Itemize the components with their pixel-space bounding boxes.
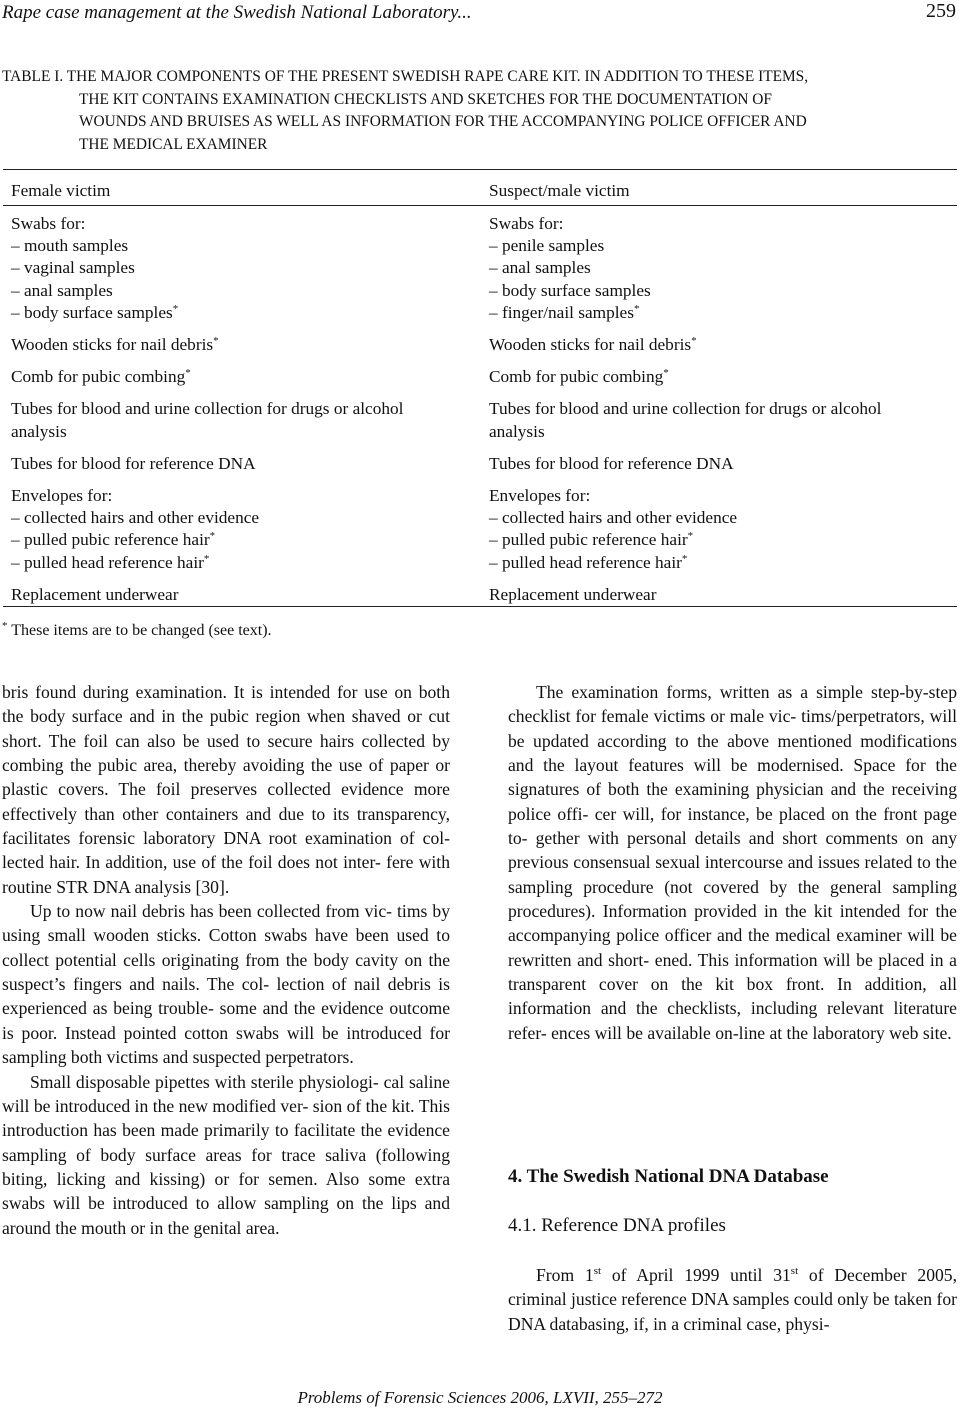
footnote-star: *	[213, 335, 219, 348]
running-header: Rape case management at the Swedish National Laboratory...	[2, 2, 472, 23]
section-heading: 4. The Swedish National DNA Database	[508, 1166, 829, 1187]
list-item	[11, 552, 481, 574]
list-item: Replacement underwear	[11, 584, 179, 604]
swabs-label: Swabs for:	[11, 214, 86, 233]
table-footnote	[2, 622, 272, 640]
body-left-column	[2, 680, 450, 1240]
list-item: – collected hairs and other evidence	[11, 507, 481, 529]
text: of April 1999 until 31	[601, 1265, 791, 1285]
item-text: Comb for pubic combing	[489, 367, 664, 387]
caption-line-1: TABLE I. THE MAJOR COMPONENTS OF THE PRESENT SWEDISH RAPE CARE KIT. IN ADDITION TO THESE ITEMS,	[2, 68, 809, 85]
table-bottom-rule	[3, 606, 957, 607]
page-footer: Problems of Forensic Sciences 2006, LXVII, 255–272	[297, 1388, 663, 1407]
list-item: – penile samples	[489, 235, 955, 257]
envelopes-label: Envelopes for:	[489, 486, 591, 506]
list-item	[11, 302, 481, 324]
item-text: pulled head reference hair	[501, 552, 682, 572]
list-item: – mouth samples	[11, 235, 481, 257]
list-item: Tubes for blood for reference DNA	[489, 453, 734, 473]
list-item: – vaginal samples	[11, 257, 481, 279]
footnote-star: *	[2, 620, 8, 632]
ordinal-sup: st	[593, 1265, 602, 1277]
list-item: – body surface samples	[489, 280, 955, 302]
caption-line-2: THE KIT CONTAINS EXAMINATION CHECKLISTS AND SKETCHES FOR THE DOCUMENTATION OF	[79, 90, 772, 108]
footnote-star: *	[172, 302, 179, 315]
list-item: Tubes for blood and urine collection for drugs or alcohol	[489, 399, 882, 419]
footnote-star: *	[209, 530, 216, 543]
female-victim-column	[11, 213, 481, 606]
item-text: pulled pubic reference hair	[23, 530, 210, 550]
list-item	[489, 529, 955, 551]
paragraph: Up to now nail debris has been collected from vic- tims by using small wooden sticks. Cotton swabs have been used to collect potential cells originating from the body cavity on the suspect’s fingers and nails. The col- lection of nail debris is experienced as being trouble- some and the evidence outcome is poor. Instead pointed cotton swabs will be introduced for sampling both victims and suspected perpetrators.	[2, 901, 450, 1068]
list-item	[11, 334, 481, 356]
list-item	[489, 302, 955, 324]
paragraph: Small disposable pipettes with sterile physiologi- cal saline will be introduced in the new modified ver- sion of the kit. This introduction has been made primarily to facilitate the evidence sampling of body surface areas for trace saliva (following biting, licking and kissing) or for semen. Also some extra swabs will be introduced to allow sampling on the lips and around the mouth or in the genital area.	[2, 1071, 450, 1238]
list-item	[11, 366, 481, 388]
ordinal-sup: st	[790, 1265, 799, 1277]
list-item: analysis	[489, 421, 545, 441]
list-item: analysis	[11, 421, 67, 441]
paragraph	[508, 1263, 957, 1336]
item-text: pulled head reference hair	[23, 552, 204, 572]
item-text: Wooden sticks for nail debris	[11, 335, 214, 355]
suspect-header: Suspect/male victim	[489, 181, 630, 200]
item-text: pulled pubic reference hair	[501, 530, 688, 550]
list-item	[489, 366, 955, 388]
paragraph: bris found during examination. It is intended for use on both the body surface and in the pubic region when shaved or cut short. The foil can also be used to secure hairs collected by combing the pubic area, thereby avoiding the use of paper or plastic covers. The foil preserves collected evidence more effectively than other containers and due to its transparency, facilitates forensic laboratory DNA root examination of col- lected hair. In addition, use of the foil does not inter- fere with routine STR DNA analysis [30].	[2, 682, 450, 897]
item-text: body surface samples	[23, 302, 173, 322]
swabs-label: Swabs for:	[489, 214, 564, 233]
item-text: finger/nail samples	[501, 302, 634, 322]
list-item	[11, 529, 481, 551]
text: of December 2005, criminal justice reference DNA samples could only be taken for DNA databasing, if, in a criminal case, physi-	[508, 1265, 957, 1334]
footnote-star: *	[633, 302, 640, 315]
footnote-star: *	[185, 367, 191, 380]
list-item: Tubes for blood and urine collection for drugs or alcohol	[11, 399, 404, 419]
footnote-star: *	[203, 552, 210, 565]
list-item	[489, 552, 955, 574]
list-item: – anal samples	[489, 257, 955, 279]
list-item: Tubes for blood for reference DNA	[11, 453, 256, 473]
footnote-text: These items are to be changed (see text).	[11, 622, 272, 639]
text: From 1	[536, 1265, 594, 1285]
subsection-heading: 4.1. Reference DNA profiles	[508, 1215, 726, 1236]
footnote-star: *	[691, 335, 697, 348]
table-caption	[2, 66, 952, 156]
list-item: – anal samples	[11, 280, 481, 302]
footnote-star: *	[663, 367, 669, 380]
page-number: 259	[926, 0, 956, 22]
paragraph: The examination forms, written as a simple step-by-step checklist for female victims or male vic- tims/perpetrators, will be updated according to the above mentioned modifications and the layout features will be modernised. Space for the signatures of both the examining physician and the receiving police offi- cer will, for instance, be placed on the front page to- gether with personal details and short comments on any previous consensual sexual intercourse and issues related to the sampling procedure (not covered by the general sampling procedures). Information provided in the kit intended for the accompanying police officer and the medical examiner will be rewritten and short- ened. This information will be placed in a transparent cover on the kit box front. In addition, all information and the checklists, including relevant literature refer- ences will be available on-line at the laboratory web site.	[508, 682, 957, 1043]
footnote-star: *	[681, 552, 688, 565]
suspect-column	[489, 213, 955, 606]
envelopes-label: Envelopes for:	[11, 486, 113, 506]
female-victim-header: Female victim	[11, 181, 111, 200]
list-item	[489, 334, 955, 356]
caption-line-3: WOUNDS AND BRUISES AS WELL AS INFORMATION FOR THE ACCOMPANYING POLICE OFFICER AND	[79, 113, 807, 130]
item-text: Comb for pubic combing	[11, 367, 186, 387]
item-text: Wooden sticks for nail debris	[489, 335, 692, 355]
body-right-column-cont	[508, 1263, 957, 1336]
list-item: Replacement underwear	[489, 584, 657, 604]
body-right-column	[508, 680, 957, 1045]
list-item: – collected hairs and other evidence	[489, 507, 955, 529]
table-top-rule	[3, 169, 957, 170]
table-header-rule	[3, 205, 957, 206]
footnote-star: *	[687, 530, 694, 543]
caption-line-4: THE MEDICAL EXAMINER	[79, 135, 268, 153]
